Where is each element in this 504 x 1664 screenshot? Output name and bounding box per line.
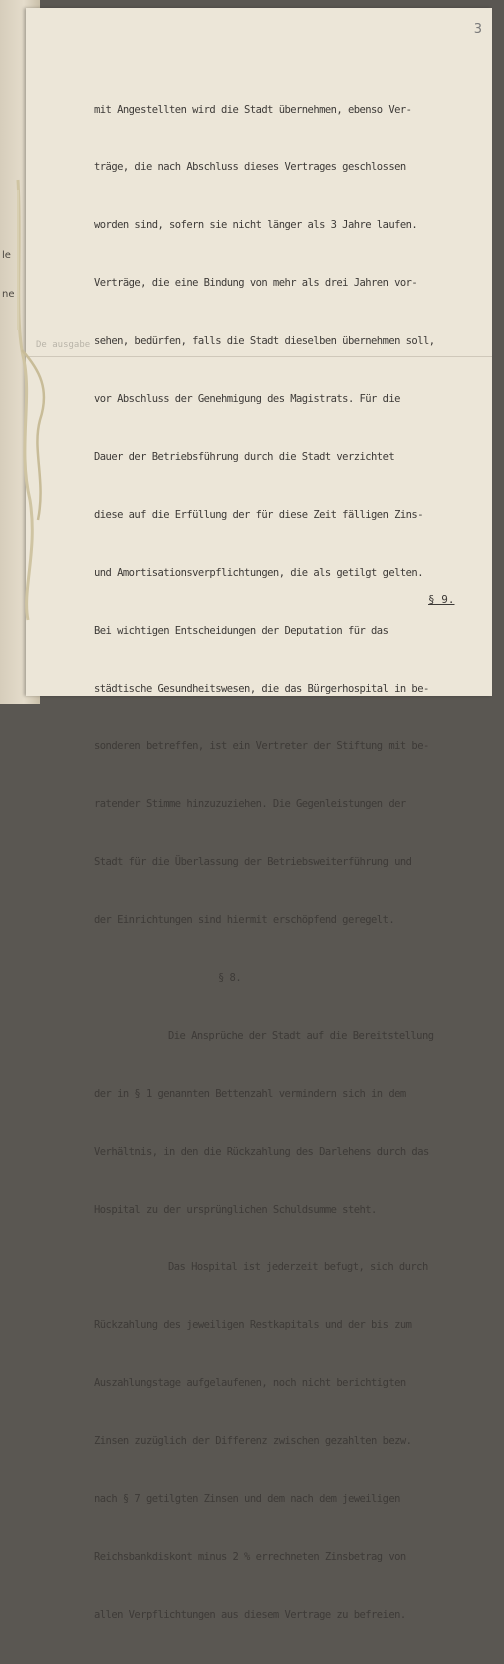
- text-line: sehen, bedürfen, falls die Stadt dieselben übernehmen soll,: [94, 335, 435, 348]
- text-line: Dauer der Betriebsführung durch die Stadt verzichtet: [94, 450, 395, 463]
- paragraph-line: Rückzahlung des jeweiligen Restkapitals und der bis zum: [94, 1319, 412, 1332]
- paragraph-line: Verhältnis, in den die Rückzahlung des Darlehens durch das: [94, 1145, 429, 1158]
- paragraph-line: Hospital zu der ursprünglichen Schuldsumme steht.: [94, 1203, 377, 1216]
- text-line: vor Abschluss der Genehmigung des Magistrats. Für die: [94, 393, 400, 406]
- left-fragment-1: le: [2, 250, 11, 261]
- paragraph-line: Auszahlungstage aufgelaufenen, noch nicht berichtigten: [94, 1377, 406, 1390]
- paragraph-line: Die Ansprüche der Stadt auf die Bereitstellung: [168, 1029, 434, 1042]
- text-line: sonderen betreffen, ist ein Vertreter der Stiftung mit be-: [94, 740, 429, 753]
- text-line: Bei wichtigen Entscheidungen der Deputation für das: [94, 624, 389, 637]
- text-line: Verträge, die eine Bindung von mehr als drei Jahren vor-: [94, 277, 418, 290]
- left-fragment-2: ne: [2, 289, 15, 300]
- paragraph-line: allen Verpflichtungen aus diesem Vertrage zu befreien.: [94, 1608, 406, 1621]
- paragraph-line: nach § 7 getilgten Zinsen und dem nach dem jeweiligen: [94, 1492, 400, 1505]
- paragraph-line: Reichsbankdiskont minus 2 % errechneten Zinsbetrag von: [94, 1550, 406, 1563]
- paragraph-line: Das Hospital ist jederzeit befugt, sich durch: [168, 1261, 428, 1274]
- paragraph-line: Zinsen zuzüglich der Differenz zwischen gezahlten bezw.: [94, 1435, 412, 1448]
- next-section-marker: § 9.: [428, 593, 455, 606]
- text-line: träge, die nach Abschluss dieses Vertrages geschlossen: [94, 161, 406, 174]
- text-line: mit Angestellten wird die Stadt übernehmen, ebenso Ver-: [94, 103, 412, 116]
- text-line: der Einrichtungen sind hiermit erschöpfend geregelt.: [94, 914, 395, 927]
- section-heading: § 8.: [218, 971, 242, 984]
- text-line: Stadt für die Überlassung der Betriebsweiterführung und: [94, 856, 412, 869]
- bleed-through-text: De ausgabe: [36, 340, 91, 350]
- text-line: ratender Stimme hinzuzuziehen. Die Gegenleistungen der: [94, 798, 406, 811]
- text-line: und Amortisationsverpflichtungen, die als getilgt gelten.: [94, 566, 423, 579]
- text-line: worden sind, sofern sie nicht länger als 3 Jahre laufen.: [94, 219, 418, 232]
- binding-string: [0, 0, 504, 704]
- text-line: städtische Gesundheitswesen, die das Bürgerhospital in be-: [94, 682, 429, 695]
- page-number: 3: [473, 22, 482, 37]
- paragraph-line: der in § 1 genannten Bettenzahl vermindern sich in dem: [94, 1087, 406, 1100]
- text-line: diese auf die Erfüllung der für diese Zeit fälligen Zins-: [94, 508, 423, 521]
